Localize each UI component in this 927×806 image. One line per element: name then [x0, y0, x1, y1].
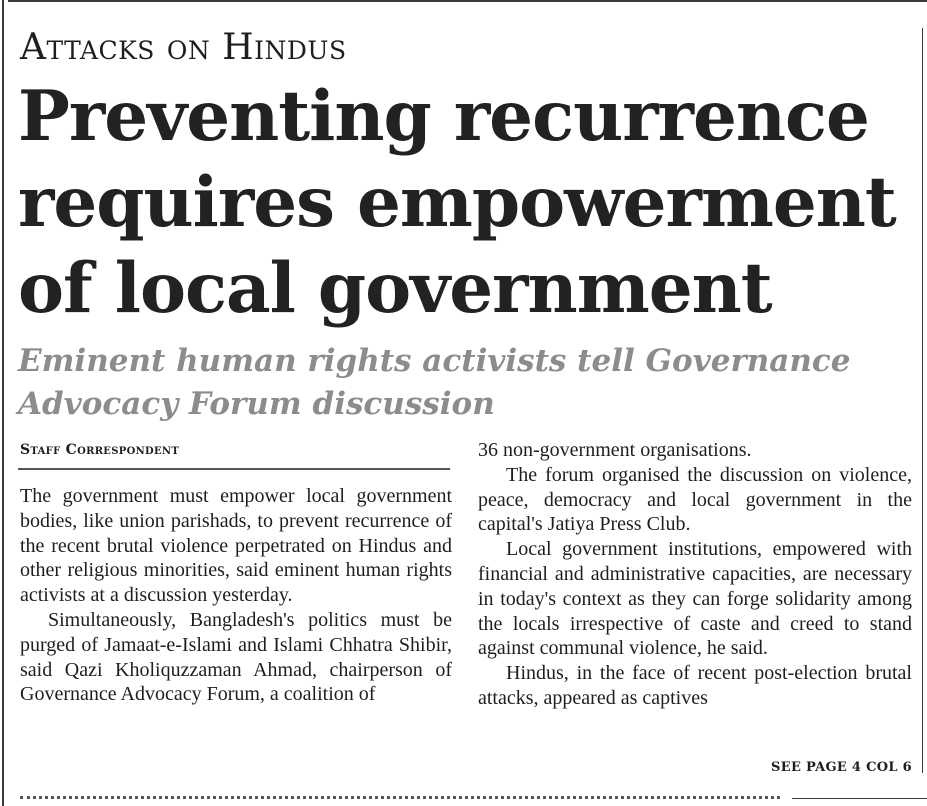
- body-paragraph: Local government institutions, empowered with financial and administrative capacities, are necessary in today's context as they can forge solidarity among the locals irrespective of caste and creed to stand against communal violence, he said.: [478, 538, 912, 660]
- article-kicker: Attacks on Hindus: [20, 27, 347, 68]
- dotted-footer-rule: [20, 796, 780, 799]
- top-border-rule: [8, 0, 927, 2]
- body-column-left: [20, 484, 452, 707]
- deck-line-2: Advocacy Forum discussion: [18, 386, 495, 422]
- body-paragraph: 36 non-government organisations.: [478, 439, 752, 461]
- body-paragraph: The government must empower local government bodies, like union parishads, to prevent recurrence of the recent brutal violence perpetrated on Hindus and other religious minorities, said eminent human rights activists at a discussion yesterday.: [20, 485, 452, 607]
- body-paragraph: Simultaneously, Bangladesh's politics must be purged of Jamaat-e-Islami and Islami Chhatra Shibir, said Qazi Kholiquzzaman Ahmad, chairperson of Governance Advocacy Forum, a coalition of: [20, 608, 452, 706]
- body-column-right: [478, 438, 912, 711]
- body-paragraph: The forum organised the discussion on violence, peace, democracy and local government in the capital's Jatiya Press Club.: [478, 463, 912, 536]
- headline-line-3: of local government: [18, 248, 772, 329]
- continued-on-page-link[interactable]: SEE PAGE 4 COL 6: [771, 760, 912, 775]
- article-deck: [18, 340, 918, 426]
- right-border-rule: [922, 28, 923, 773]
- body-paragraph: Hindus, in the face of recent post-election brutal attacks, appeared as captives: [478, 662, 912, 709]
- left-border-rule: [2, 0, 4, 806]
- article-headline: [18, 74, 918, 332]
- byline: Staff Correspondent: [20, 442, 180, 458]
- byline-rule: [18, 468, 450, 470]
- headline-line-2: requires empowerment: [18, 162, 896, 243]
- headline-line-1: Preventing recurrence: [18, 76, 869, 157]
- deck-line-1: Eminent human rights activists tell Governance: [18, 343, 851, 379]
- footer-rule: [792, 798, 927, 799]
